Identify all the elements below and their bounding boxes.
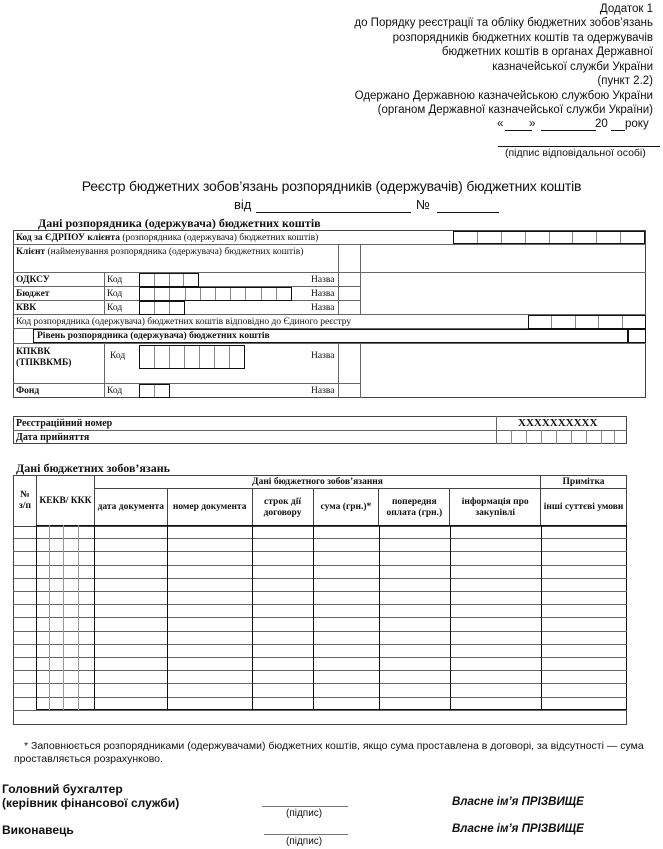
executor-name: Власне ім’я ПРІЗВИЩЕ — [452, 823, 584, 835]
chief-name: Власне ім’я ПРІЗВИЩЕ — [452, 796, 584, 808]
reg-number-label: Реєстраційний номер — [16, 418, 113, 429]
col-kekv: КЕКВ/ ККК — [36, 476, 94, 527]
grid-col-line — [94, 525, 95, 710]
reg-date-label: Дата прийняття — [16, 432, 90, 443]
appendix-line: казначейської служби України — [492, 60, 653, 73]
kvk-code-boxes[interactable] — [139, 301, 185, 315]
grid-row-line — [13, 683, 627, 684]
kpkvk-label: КПКВК (ТПКВКМБ) — [16, 347, 72, 368]
grid-col-line — [36, 525, 37, 710]
appendix-block — [354, 2, 653, 88]
client-label: Клієнт (найменування розпорядника (одержувача) бюджетних коштів) — [16, 247, 304, 257]
appendix-point: (пункт 2.2) — [597, 75, 653, 88]
fund-code-boxes[interactable] — [139, 384, 170, 398]
executor-sign-caption: (підпис) — [286, 836, 323, 847]
grid-row-line — [13, 657, 627, 658]
budget-code-label: Код — [107, 289, 123, 299]
grid-col-line — [313, 525, 314, 710]
budget-name-label: Назва — [311, 289, 335, 299]
chief-sign-caption: (підпис) — [286, 808, 323, 819]
grid-row-line — [13, 538, 627, 539]
obligations-heading: Дані бюджетних зобов’язань — [16, 461, 170, 475]
budget-code-boxes[interactable] — [139, 287, 292, 301]
grid-subcol-line — [63, 525, 64, 710]
holder-heading: Дані розпорядника (одержувача) бюджетних коштів — [38, 216, 321, 230]
appendix-title: Додаток 1 — [599, 3, 653, 15]
kpkvk-code-boxes[interactable] — [139, 345, 245, 369]
grid-row-line — [13, 617, 627, 618]
grid-row-line — [13, 710, 627, 711]
date-year-prefix: 20 — [595, 118, 608, 130]
footnote: * Заповнюється розпорядниками (одержувачами) бюджетних коштів, якщо сума проставлена в договорі, за відсутності — сума проставляється розрахунково. — [14, 740, 644, 765]
grid-row-line — [13, 697, 627, 698]
kpkvk-code-label: Код — [110, 351, 126, 361]
received-line: Одержано Державною казначейською службою України — [354, 90, 653, 102]
registry-code-label: Код розпорядника (одержувача) бюджетних коштів відповідно до Єдиного реєстру — [16, 317, 352, 327]
kvk-label: КВК — [16, 303, 37, 313]
kvk-code-label: Код — [107, 303, 123, 313]
date-year-suffix: року — [625, 118, 649, 130]
chief-label-1: Головний бухгалтер — [2, 782, 123, 796]
executor-label: Виконавець — [2, 823, 74, 837]
fund-name-label: Назва — [311, 386, 335, 396]
col-purchase: інформація про закупівлі — [450, 489, 541, 527]
reg-number-value: XXXXXXXXXX — [518, 417, 598, 429]
title-number: № — [416, 197, 430, 212]
note-header: Примітка — [541, 476, 627, 489]
grid-row-line — [13, 670, 627, 671]
col-doc-date: дата документа — [94, 489, 167, 527]
grid-col-line — [167, 525, 168, 710]
date-quote-open: « — [497, 118, 504, 130]
level-label: Рівень розпорядника (одержувача) бюджетних коштів — [37, 331, 270, 341]
group-header: Дані бюджетного зобов’язання — [94, 476, 540, 489]
kvk-name-label: Назва — [311, 303, 335, 313]
appendix-line: до Порядку реєстрації та обліку бюджетних зобов’язань — [354, 17, 653, 30]
col-prepay: попередня оплата (грн.) — [379, 489, 450, 527]
grid-row-line — [13, 591, 627, 592]
col-sum: сума (грн.)* — [313, 489, 379, 527]
grid-row-line — [13, 578, 627, 579]
grid-subcol-line — [78, 525, 79, 710]
signature-caption: (підпис відповідальної особі) — [505, 147, 646, 159]
chief-label-2: (керівник фінансової служби) — [2, 796, 180, 810]
appendix-line: розпорядників бюджетних коштів та одержувачів — [392, 31, 653, 44]
received-block — [355, 89, 653, 118]
kpkvk-name-label: Назва — [311, 351, 335, 361]
level-box[interactable] — [628, 329, 646, 343]
odksu-name-label: Назва — [311, 275, 335, 285]
budget-label: Бюджет — [16, 289, 50, 299]
fund-code-label: Код — [107, 386, 123, 396]
appendix-line: бюджетних коштів в органах Державної — [441, 46, 653, 59]
registry-code-boxes[interactable] — [528, 315, 646, 329]
grid-col-line — [450, 525, 451, 710]
grid-subcol-line — [49, 525, 50, 710]
col-no: № з/п — [14, 476, 37, 527]
col-other: інші суттєві умови — [541, 489, 627, 527]
grid-row-line — [13, 644, 627, 645]
page-title: Реєстр бюджетних зобов’язань розпорядників (одержувачів) бюджетних коштів — [81, 178, 582, 194]
grid-col-line — [541, 525, 542, 710]
odksu-code-boxes[interactable] — [139, 273, 199, 287]
odksu-label: ОДКСУ — [16, 275, 50, 285]
date-quote-close: » — [529, 118, 536, 130]
obligations-table — [13, 475, 627, 527]
col-term: строк дії договору — [252, 489, 313, 527]
grid-row-line — [13, 631, 627, 632]
title-from: від — [234, 197, 252, 212]
odksu-code-label: Код — [107, 275, 123, 285]
edrpou-label: Код за ЄДРПОУ клієнта (розпорядника (одержувача) бюджетних коштів) — [16, 233, 319, 243]
received-line: (органом Державної казначейської служби України) — [377, 104, 653, 117]
grid-col-line — [379, 525, 380, 710]
grid-row-line — [13, 604, 627, 605]
edrpou-code-boxes[interactable] — [453, 231, 645, 244]
grid-col-line — [252, 525, 253, 710]
fund-label: Фонд — [16, 386, 40, 396]
col-doc-number: номер документа — [167, 489, 252, 527]
grid-row-line — [13, 565, 627, 566]
grid-row-line — [13, 551, 627, 552]
